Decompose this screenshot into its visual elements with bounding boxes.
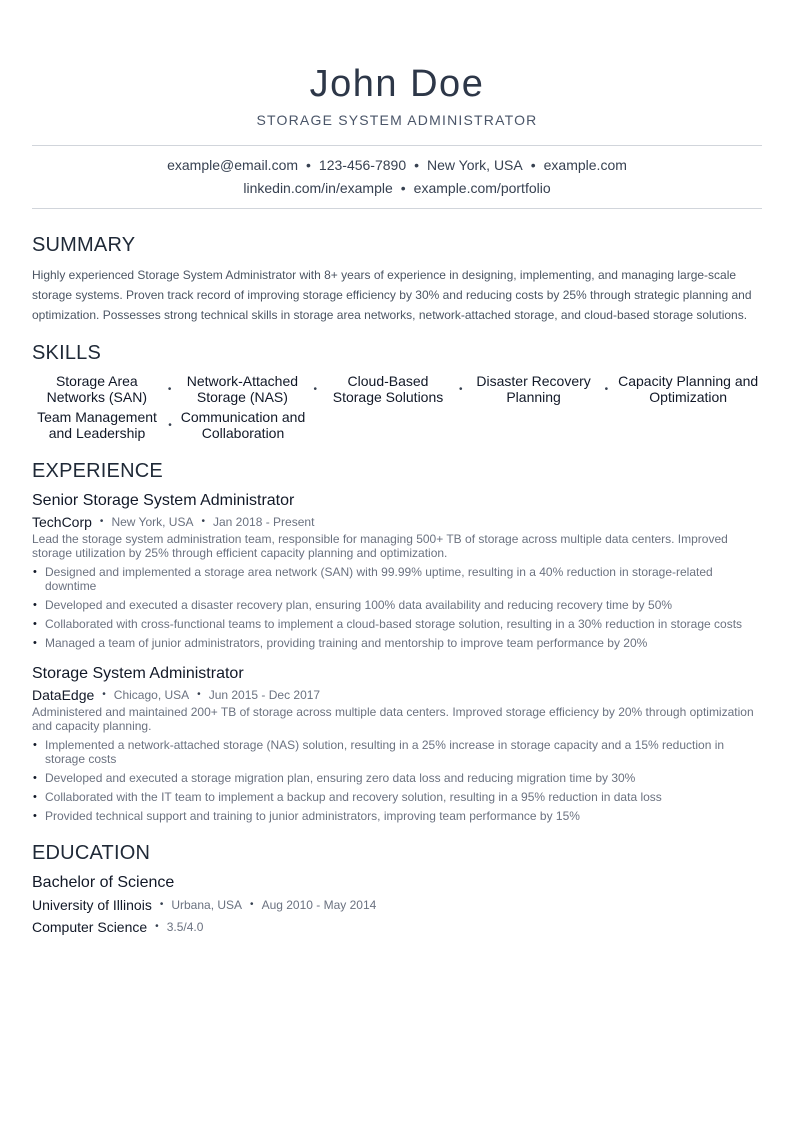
contact-separator: • [306,157,311,173]
school-location: Urbana, USA [171,898,243,912]
job-bullets [32,565,762,650]
contact-linkedin[interactable]: linkedin.com/in/example [243,180,393,196]
meta-separator: • [155,921,159,932]
meta-separator: • [99,516,104,527]
job-title: Senior Storage System Administrator [32,492,295,509]
job-bullet: • Provided technical support and training to junior administrators, improving team performance by 15% [32,809,762,823]
job-bullet: • Collaborated with cross-functional teams to implement a cloud-based storage solution, resulting in a 30% reduction in storage costs [32,617,762,631]
contact-phone[interactable]: 123-456-7890 [318,157,407,173]
meta-separator: • [250,899,254,910]
skill-item: Capacity Planning and Optimization [618,373,759,405]
contact-separator: • [530,157,536,173]
contact-line-1 [32,154,762,177]
education-dates: Aug 2010 - May 2014 [261,898,377,912]
job-title: Storage System Administrator [32,665,244,682]
meta-separator: • [102,689,106,700]
meta-separator: • [197,689,201,700]
skill-item: Cloud-Based Storage Solutions [332,373,444,405]
skills-grid [32,371,762,443]
contact-divider [32,208,762,209]
degree-title: Bachelor of Science [32,874,175,891]
skill-item: Team Management and Leadership [37,409,157,441]
meta-separator: • [201,516,205,527]
skill-separator: • [604,383,609,395]
summary-section [32,233,762,325]
major-name: Computer Science [32,919,148,935]
experience-heading: EXPERIENCE [32,460,163,482]
resume-header [32,0,762,129]
skill-separator: • [459,383,463,395]
summary-text: Highly experienced Storage System Administrator with 8+ years of experience in designing, implementing, and managing large-scale storage systems. Proven track record of improving storage efficiency by 30% and reducing costs by 25% through strategic planning and optimization. Possesses strong technical skills in storage area networks, network-attached storage, and cloud-based storage solutions. [32,268,752,322]
skills-row [32,371,762,407]
job-bullet: • Implemented a network-attached storage (NAS) solution, resulting in a 25% increase in storage capacity and a 15% reduction in storage costs [32,738,762,766]
gpa-value: 3.5/4.0 [166,920,204,934]
major-meta [32,917,762,937]
meta-separator: • [159,899,164,910]
job-location: Chicago, USA [113,688,190,702]
job-entry [32,664,762,823]
contact-email[interactable]: example@email.com [167,157,299,173]
job-description: Administered and maintained 200+ TB of storage across multiple data centers. Improved storage efficiency by 20% through optimization and capacity planning. [32,705,754,733]
contact-website[interactable]: example.com [543,157,627,173]
job-bullet: • Developed and executed a disaster recovery plan, ensuring 100% data availability and reducing recovery time by 50% [32,598,762,612]
skills-section [32,341,762,443]
job-bullet: • Managed a team of junior administrators, providing training and mentorship to improve team performance by 20% [32,636,762,650]
skill-separator: • [167,383,172,395]
education-section [32,841,762,937]
summary-heading: SUMMARY [32,234,136,256]
school-name: University of Illinois [32,897,152,913]
job-entry [32,491,762,650]
skills-heading: SKILLS [32,342,102,364]
company-name: TechCorp [32,514,92,530]
experience-section [32,459,762,823]
job-dates: Jan 2018 - Present [213,515,315,529]
job-dates: Jun 2015 - Dec 2017 [208,688,321,702]
job-meta [32,513,762,531]
skill-item: Storage Area Networks (SAN) [46,373,147,405]
skills-row [32,407,762,443]
job-meta [32,686,762,704]
education-heading: EDUCATION [32,842,151,864]
contact-location: New York, USA [427,157,523,173]
contact-separator: • [400,180,406,196]
skill-separator: • [168,419,172,431]
contact-line-2 [32,177,762,200]
education-meta [32,895,762,915]
skill-item: Communication and Collaboration [180,409,306,441]
company-name: DataEdge [32,687,95,703]
skill-item: Network-Attached Storage (NAS) [186,373,299,405]
job-title-heading: STORAGE SYSTEM ADMINISTRATOR [256,112,538,128]
job-location: New York, USA [111,515,194,529]
candidate-name: John Doe [309,63,485,105]
job-description: Lead the storage system administration team, responsible for managing 500+ TB of storage across multiple data centers. Improved storage utilization by 25% through efficient capacity planning and optimization. [32,532,728,560]
contact-portfolio[interactable]: example.com/portfolio [413,180,551,196]
job-bullet: • Collaborated with the IT team to implement a backup and recovery solution, resulting in a 95% reduction in data loss [32,790,762,804]
job-bullets [32,738,762,823]
skill-item: Disaster Recovery Planning [476,373,591,405]
contact-separator: • [414,157,420,173]
job-bullet: • Designed and implemented a storage area network (SAN) with 99.99% uptime, resulting in a 40% reduction in storage-related downtime [32,565,762,593]
job-bullet: • Developed and executed a storage migration plan, ensuring zero data loss and reducing migration time by 30% [32,771,762,785]
contact-info [32,146,762,208]
skill-separator: • [313,383,317,395]
